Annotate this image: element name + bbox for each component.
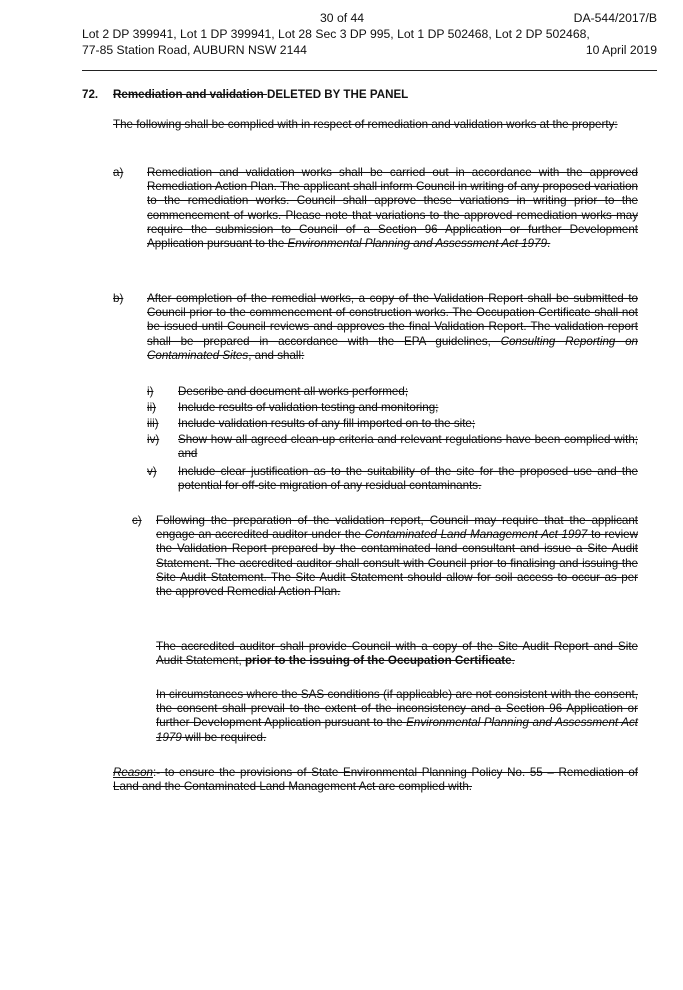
item-c-marker: c) (132, 514, 142, 527)
document-date: 10 April 2019 (585, 43, 657, 57)
item-c-paragraph-3 (156, 688, 638, 745)
subitem-v-text: Include clear justification as to the suitability of the site for the proposed use and the potential for off-site migration of any residual contaminants. (178, 465, 638, 493)
item-a-body: Remediation and validation works shall be carried out in accordance with the approved Remediation Action Plan. The applicant shall inform Council in writing of any proposed variation to the remediation works. Council shall approve these variations in writing prior to the commencement of works. Please note that variations to the approved remediation works may require the submission to Council of a Section 96 Application or further Development Application pursuant to the (147, 166, 638, 251)
site-address: 77-85 Station Road, AUBURN NSW 2144 (82, 43, 307, 57)
condition-title-struck: Remediation and validation (113, 88, 267, 101)
item-a-act: Environmental Planning and Assessment Act 1979 (287, 237, 548, 251)
item-a-tail: . (547, 237, 551, 251)
subitem-i-marker: i) (147, 385, 154, 398)
reason-separator: :- (152, 766, 161, 779)
item-c-para-3-tail: will be required. (181, 730, 267, 744)
item-c-para-3-text: In circumstances where the SAS conditions (if applicable) are not consistent with the consent, the consent shall prevail to the extent of the inconsistency and a Section 96 Application or further Development Application pursuant to the (156, 688, 638, 730)
item-c-act: Contaminated Land Management Act 1997 (364, 528, 588, 542)
reason-paragraph (113, 766, 638, 794)
item-a-marker: a) (113, 166, 124, 179)
item-b-text (147, 292, 638, 363)
page-number: 30 of 44 (320, 11, 365, 25)
item-b-body: After completion of the remedial works, a copy of the Validation Report shall be submitted to Council prior to the commencement of construction works. The Occupation Certificate shall not be issued until Council reviews and approves the final Validation Report. The validation report shall be prepared in accordance with the EPA guidelines, (147, 292, 638, 348)
item-c-para-2-tail: . (511, 654, 515, 668)
subitem-i-text: Describe and document all works performed; (178, 385, 409, 398)
item-c-para-3-act: Environmental Planning and Assessment Act 1979 (156, 716, 638, 744)
item-c-para-2-bold: prior to the issuing of the Occupation Certificate (244, 654, 512, 668)
item-c-text (156, 514, 638, 599)
subitem-ii-text: Include results of validation testing and monitoring; (178, 401, 439, 414)
item-c-paragraph-2 (156, 640, 638, 668)
reason-text: to ensure the provisions of State Environmental Planning Policy No. 55 – Remediation of Land and the Contaminated Land Management Act are complied with. (113, 766, 638, 794)
item-c-body-1: Following the preparation of the validation report, Council may require that the applicant engage an accredited auditor under the (156, 514, 638, 542)
lot-description: Lot 2 DP 399941, Lot 1 DP 399941, Lot 28 Sec 3 DP 995, Lot 1 DP 502468, Lot 2 DP 502468, (82, 27, 590, 41)
subitem-ii-marker: ii) (147, 401, 157, 414)
subitem-v-marker: v) (147, 465, 157, 478)
subitem-iii-marker: iii) (147, 417, 159, 430)
condition-number: 72. (82, 88, 99, 101)
condition-title-deleted: DELETED BY THE PANEL (266, 88, 409, 101)
item-a-text (147, 166, 638, 251)
reason-label: Reason (113, 766, 153, 779)
item-b-tail: , and shall: (248, 348, 305, 362)
subitem-iv-marker: iv) (147, 433, 160, 446)
item-b-guideline: Consulting Reporting on Contaminated Sites (147, 334, 639, 362)
condition-title (113, 88, 653, 102)
header-rule (82, 70, 657, 71)
item-b-marker: b) (113, 292, 124, 305)
item-c-para-2-text: The accredited auditor shall provide Council with a copy of the Site Audit Report and Site Audit Statement, (156, 640, 638, 668)
condition-intro: The following shall be complied with in respect of remediation and validation works at the property: (113, 118, 618, 131)
subitem-iv-text: Show how all agreed clean-up criteria and relevant regulations have been complied with; and (178, 433, 638, 461)
item-c-body-2: to review the Validation Report prepared by the contaminated land consultant and issue a Site Audit Statement. The accredited auditor shall consult with Council prior to finalising and issuing the Site Audit Statement. The Site Audit Statement should allow for soil access to occur as per the approved Remedial Action Plan. (156, 528, 638, 599)
subitem-iii-text: Include validation results of any fill imported on to the site; (178, 417, 476, 430)
reference-number: DA-544/2017/B (573, 11, 657, 25)
